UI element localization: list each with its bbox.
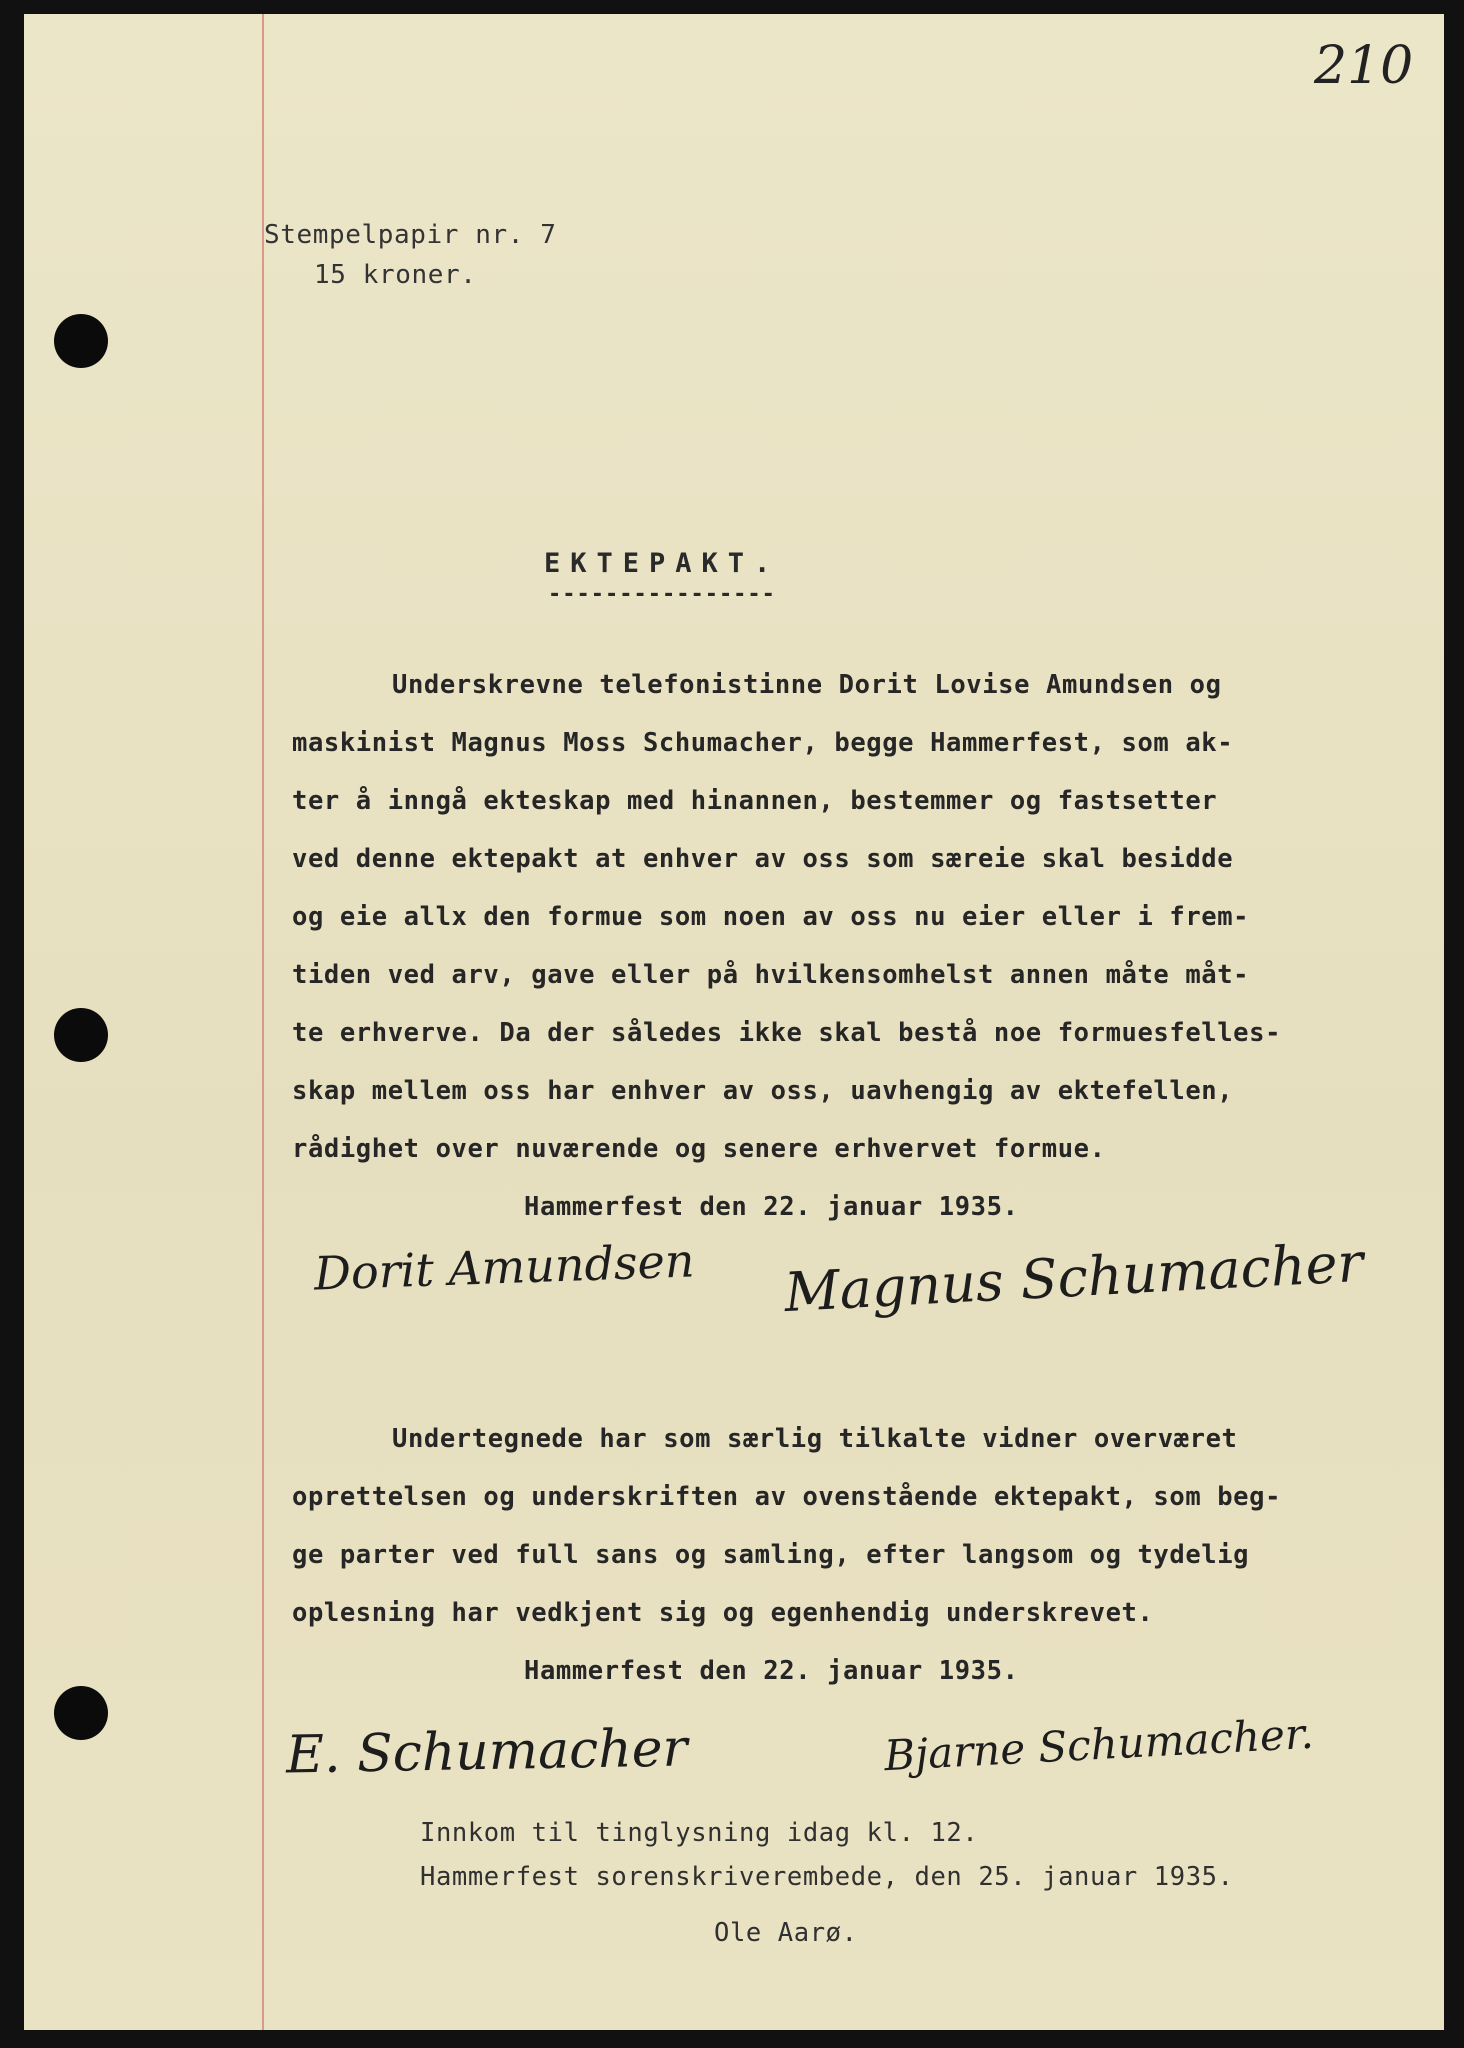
registration-line: Innkom til tinglysning idag kl. 12. [420, 1818, 979, 1848]
paragraph-line: ge parter ved full sans og samling, efter langsom og tydelig [292, 1540, 1250, 1570]
margin-line [262, 14, 264, 2030]
date-line-2: Hammerfest den 22. januar 1935. [524, 1656, 1019, 1686]
signature-bjarne: Bjarne Schumacher. [883, 1708, 1315, 1781]
paragraph-line: ter å inngå ekteskap med hinannen, bestemmer og fastsetter [292, 786, 1218, 816]
paragraph-line: te erhverve. Da der således ikke skal bestå noe formuesfelles- [292, 1018, 1282, 1048]
paragraph-line: Undertegnede har som særlig tilkalte vidner overværet [392, 1424, 1238, 1454]
signature-e-schumacher: E. Schumacher [285, 1718, 688, 1786]
stamp-paper-line: Stempelpapir nr. 7 [264, 220, 557, 250]
paragraph-line: maskinist Magnus Moss Schumacher, begge Hammerfest, som ak- [292, 728, 1234, 758]
punch-hole [54, 314, 108, 368]
title-underline: ---------------- [548, 582, 776, 607]
paragraph-line: og eie allx den formue som noen av oss nu eier eller i frem- [292, 902, 1250, 932]
document-page [24, 14, 1444, 2030]
date-line-1: Hammerfest den 22. januar 1935. [524, 1192, 1019, 1222]
paragraph-line: Underskrevne telefonistinne Dorit Lovise Amundsen og [392, 670, 1222, 700]
paragraph-line: rådighet over nuværende og senere erhvervet formue. [292, 1134, 1106, 1164]
paragraph-line: ved denne ektepakt at enhver av oss som særeie skal besidde [292, 844, 1234, 874]
stamp-paper-price: 15 kroner. [314, 260, 477, 290]
paragraph-line: oprettelsen og underskriften av ovenstående ektepakt, som beg- [292, 1482, 1282, 1512]
registration-office-line: Hammerfest sorenskriverembede, den 25. januar 1935. [420, 1862, 1234, 1892]
signature-magnus: Magnus Schumacher [782, 1230, 1365, 1325]
paragraph-line: skap mellem oss har enhver av oss, uavhengig av ektefellen, [292, 1076, 1234, 1106]
paragraph-line: oplesning har vedkjent sig og egenhendig underskrevet. [292, 1598, 1154, 1628]
punch-hole [54, 1008, 108, 1062]
registration-signer: Ole Aarø. [714, 1918, 858, 1948]
punch-hole [54, 1686, 108, 1740]
page-number: 210 [1314, 36, 1414, 96]
paragraph-line: tiden ved arv, gave eller på hvilkensomhelst annen måte måt- [292, 960, 1250, 990]
document-title: EKTEPAKT. [544, 548, 781, 579]
signature-dorit: Dorit Amundsen [313, 1233, 696, 1301]
